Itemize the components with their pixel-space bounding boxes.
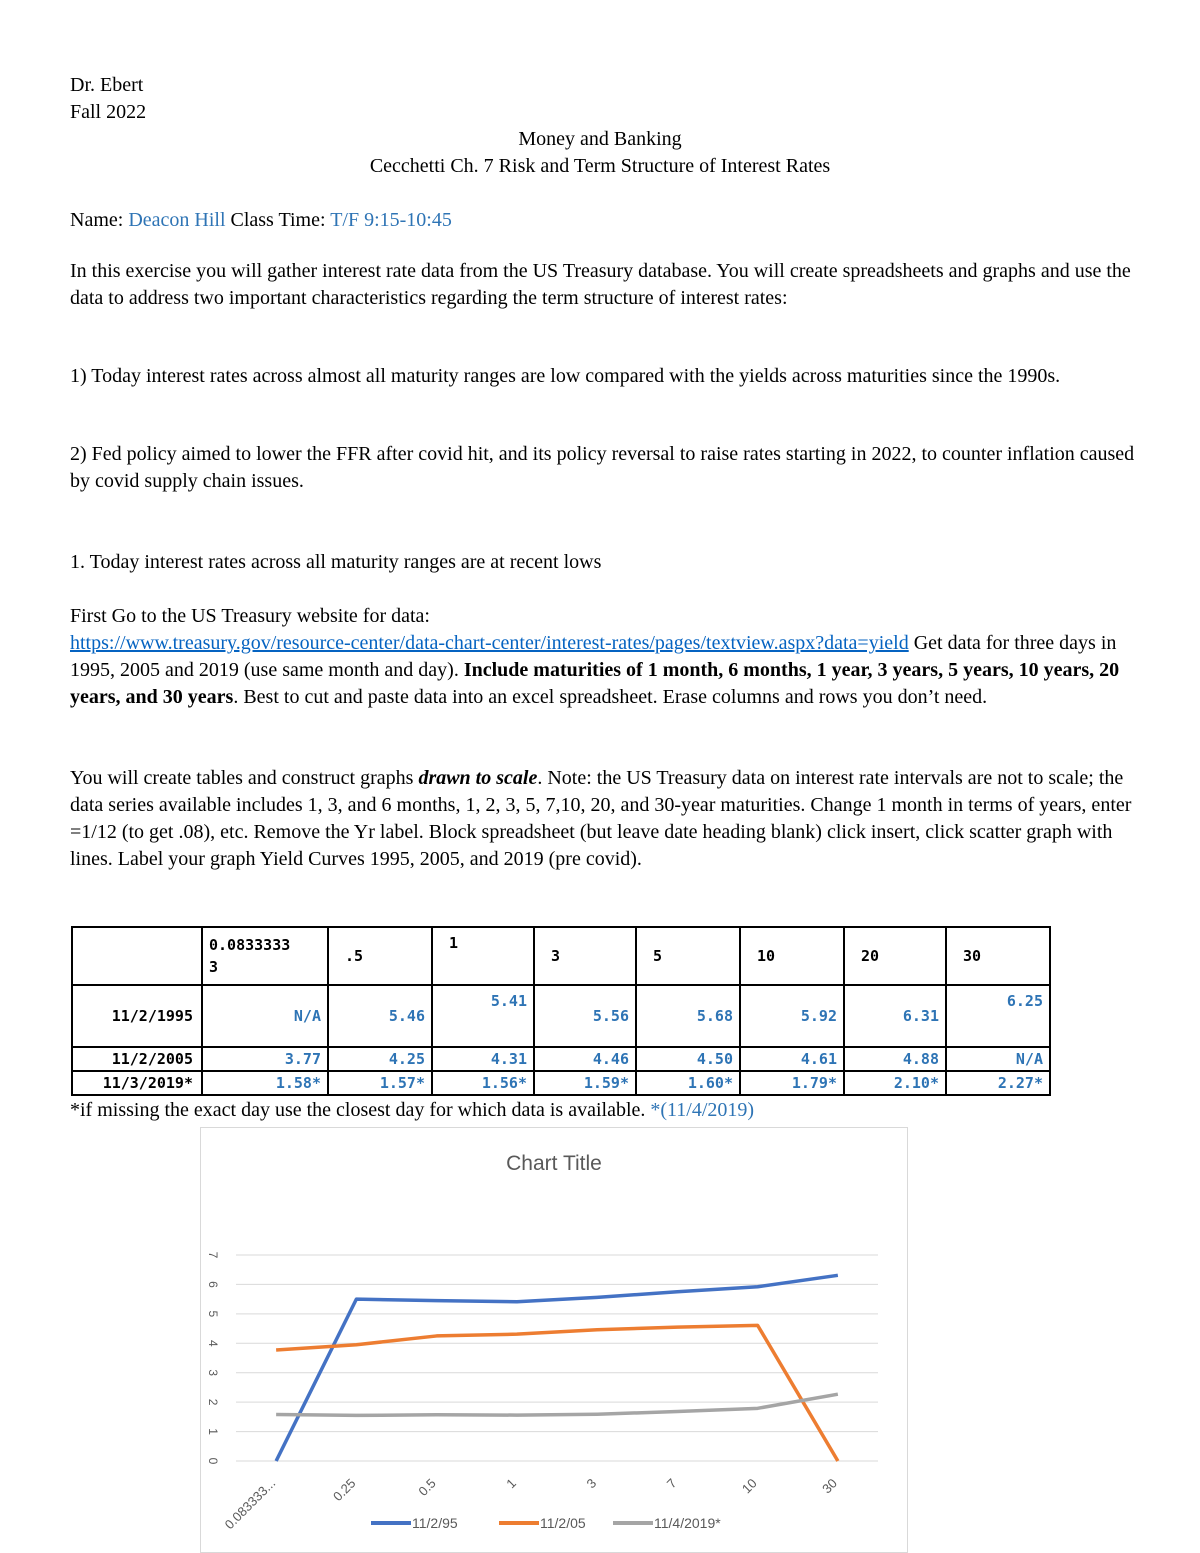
x-tick-label: 3	[583, 1475, 600, 1492]
table-cell: 3.77	[202, 1047, 328, 1071]
instructions-text: Get data for three days in 1995, 2005 and 2019 (use same month and day).	[70, 632, 1117, 681]
series-line	[276, 1325, 838, 1461]
x-tick-label: 1	[503, 1475, 519, 1492]
series-line	[276, 1275, 838, 1461]
yield-curve-chart	[200, 1127, 908, 1553]
chart-svg	[201, 1128, 907, 1552]
table-cell: 5.56	[534, 985, 636, 1047]
table-cell: 4.61	[740, 1047, 844, 1071]
table-cell: 1.60*	[636, 1071, 740, 1095]
chart-title: Chart Title	[506, 1152, 602, 1175]
instructor-name: Dr. Ebert	[70, 74, 144, 96]
treasury-link[interactable]: https://www.treasury.gov/resource-center/data-chart-center/interest-rates/pages/textview.aspx?data=yield	[70, 632, 909, 654]
table-cell: 2.27*	[946, 1071, 1050, 1095]
table-cell: 1.79*	[740, 1071, 844, 1095]
yield-table	[71, 926, 1051, 1096]
maturities-bold: Include maturities of 1 month, 6 months, 1 year, 3 years, 5 years, 10 years, 20 years, and 30 years	[70, 659, 1120, 708]
table-header-cell: 3	[534, 927, 636, 985]
y-tick-label: 3	[206, 1369, 220, 1377]
table-cell: 5.68	[636, 985, 740, 1047]
legend-label: 11/2/95	[412, 1515, 458, 1531]
table-cell: 5.46	[328, 985, 432, 1047]
y-tick-label: 6	[206, 1281, 220, 1288]
x-tick-label: 7	[663, 1475, 680, 1492]
x-tick-label: 0.25	[329, 1475, 359, 1505]
data-instructions	[70, 630, 1140, 711]
table-header-cell: .5	[328, 927, 432, 985]
table-cell: 5.92	[740, 985, 844, 1047]
table-row	[72, 1047, 1050, 1071]
legend-label: 11/2/05	[540, 1515, 586, 1531]
table-cell: 4.46	[534, 1047, 636, 1071]
graph-instructions-a: You will create tables and construct graphs	[70, 767, 419, 789]
row-date: 11/3/2019*	[72, 1071, 202, 1095]
goto-text: First Go to the US Treasury website for data:	[70, 605, 430, 627]
x-tick-label: 0.5	[415, 1475, 439, 1499]
table-row	[72, 985, 1050, 1047]
table-cell: 4.88	[844, 1047, 946, 1071]
term: Fall 2022	[70, 101, 147, 123]
table-header-cell: 0.0833333 3	[202, 927, 328, 985]
section-heading: 1. Today interest rates across all maturity ranges are at recent lows	[70, 551, 602, 573]
class-time-label: Class Time:	[230, 209, 326, 231]
y-axis	[206, 1252, 220, 1465]
footnote-date: *(11/4/2019)	[650, 1099, 755, 1121]
chart-series	[276, 1275, 838, 1461]
table-cell: 1.59*	[534, 1071, 636, 1095]
row-date: 11/2/1995	[72, 985, 202, 1047]
table-cell: 5.41	[432, 985, 534, 1047]
graph-instructions-b: . Note: the US Treasury data on interest rate intervals are not to scale; the data series available includes 1, 3, and 6 months, 1, 2, 3, 5, 7,10, 20, and 30-year maturities. Change 1 month in terms of years, enter =1/12 (to get .08), etc. Remove the Yr label. Block spreadsheet (but leave date heading blank) click insert, click scatter graph with lines. Label your graph Yield Curves 1995, 2005, and 2019 (pre covid).	[70, 767, 1132, 870]
x-tick-label: 10	[738, 1475, 760, 1497]
table-cell: 1.58*	[202, 1071, 328, 1095]
table-cell: N/A	[202, 985, 328, 1047]
table-cell: 4.31	[432, 1047, 534, 1071]
table-cell: N/A	[946, 1047, 1050, 1071]
point-2-paragraph: 2) Fed policy aimed to lower the FFR after covid hit, and its policy reversal to raise rates starting in 2022, to counter inflation caused by covid supply chain issues.	[70, 443, 1135, 492]
class-time-value: T/F 9:15-10:45	[330, 209, 452, 231]
table-header-cell	[72, 927, 202, 985]
table-cell: 2.10*	[844, 1071, 946, 1095]
table-header-cell: 5	[636, 927, 740, 985]
table-cell: 4.50	[636, 1047, 740, 1071]
y-tick-label: 4	[206, 1339, 220, 1347]
table-cell: 1.56*	[432, 1071, 534, 1095]
footnote	[70, 1097, 754, 1124]
instructions-tail: . Best to cut and paste data into an excel spreadsheet. Erase columns and rows you don’t need.	[233, 686, 988, 708]
chart-grid	[236, 1255, 878, 1461]
table-header-cell: 10	[740, 927, 844, 985]
y-tick-label: 5	[206, 1310, 220, 1318]
table-cell: 1.57*	[328, 1071, 432, 1095]
chapter-title: Cecchetti Ch. 7 Risk and Term Structure of Interest Rates	[369, 155, 831, 177]
course-title: Money and Banking	[518, 128, 682, 150]
name-label: Name:	[70, 209, 124, 231]
table-cell: 4.25	[328, 1047, 432, 1071]
point-1-paragraph: 1) Today interest rates across almost all maturity ranges are low compared with the yields across maturities since the 1990s.	[70, 365, 1061, 387]
y-tick-label: 1	[206, 1428, 220, 1435]
table-row	[72, 1071, 1050, 1095]
table-header-cell: 20	[844, 927, 946, 985]
y-tick-label: 2	[206, 1398, 220, 1406]
student-info-line	[70, 207, 452, 234]
table-header-row	[72, 927, 1050, 985]
student-name: Deacon Hill	[128, 209, 226, 231]
y-tick-label: 7	[206, 1251, 220, 1259]
table-header-cell: 30	[946, 927, 1050, 985]
footnote-text: *if missing the exact day use the closest day for which data is available.	[70, 1099, 651, 1121]
table-cell: 6.31	[844, 985, 946, 1047]
series-line	[276, 1394, 838, 1415]
x-tick-label: 30	[819, 1475, 840, 1497]
row-date: 11/2/2005	[72, 1047, 202, 1071]
chart-legend	[371, 1515, 721, 1531]
table-header-cell: 1	[432, 927, 534, 985]
x-tick-label: 0.083333...	[221, 1475, 279, 1533]
drawn-to-scale-emphasis: drawn to scale	[418, 767, 538, 789]
legend-label: 11/4/2019*	[654, 1515, 721, 1531]
y-tick-label: 0	[206, 1457, 220, 1465]
graph-instructions	[70, 765, 1140, 873]
intro-paragraph: In this exercise you will gather interest rate data from the US Treasury database. You will create spreadsheets and graphs and use the data to address two important characteristics regarding the term structure of interest rates:	[70, 260, 1131, 309]
table-cell: 6.25	[946, 985, 1050, 1047]
